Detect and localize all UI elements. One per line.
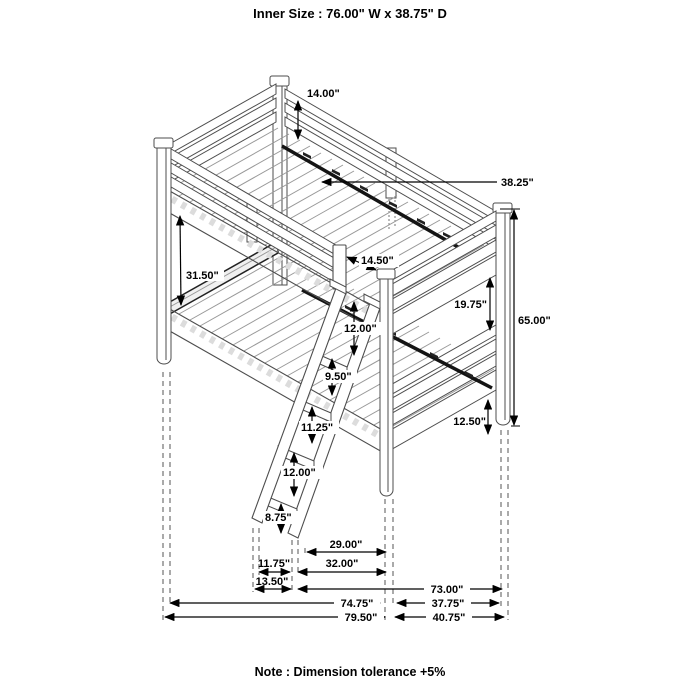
dim-label-rung-5: 8.75" — [265, 512, 292, 524]
dim-label-overall-height: 65.00" — [518, 315, 551, 327]
dim-label-top-inner-width: 38.25" — [501, 177, 534, 189]
top-bunk-headboard — [166, 84, 276, 184]
dim-label-rung-3: 11.25" — [301, 422, 334, 434]
hidden-edge-lines — [389, 196, 395, 231]
dim-label-ladder-feet-inner: 11.75" — [257, 558, 291, 570]
top-bunk-footboard — [380, 211, 496, 341]
dim-label-length-overall: 79.50" — [344, 612, 378, 624]
lower-bunk-footboard — [380, 325, 496, 456]
dim-label-foot-gap: 19.75" — [454, 299, 487, 311]
dim-label-width-overall: 40.75" — [432, 612, 466, 624]
diagram-note: Note : Dimension tolerance +5% — [254, 665, 446, 679]
dim-label-foot-bottom: 12.50" — [453, 416, 486, 428]
dim-label-ladder-to-far-post: 73.00" — [430, 584, 464, 596]
dim-label-ladder-feet-outer: 13.50" — [255, 576, 289, 588]
dim-label-ladder-to-post-outer: 32.00" — [325, 558, 359, 570]
top-bunk-back-guardrail — [285, 89, 497, 249]
ladder-front-rail — [252, 288, 346, 523]
dim-label-guardrail-height: 14.00" — [307, 88, 340, 100]
dim-label-width-inner: 37.75" — [431, 598, 465, 610]
dim-label-rung-1: 12.00" — [344, 323, 377, 335]
dim-label-rung-2: 9.50" — [325, 371, 352, 383]
dim-label-ladder-opening: 14.50" — [361, 255, 394, 267]
dim-label-bunk-clearance: 31.50" — [186, 270, 219, 282]
dim-label-length-inner: 74.75" — [340, 598, 374, 610]
post-head-front — [154, 138, 173, 364]
diagram-title: Inner Size : 76.00" W x 38.75" D — [253, 6, 447, 21]
dim-label-ladder-to-post: 29.00" — [329, 539, 363, 551]
dim-label-rung-4: 12.00" — [283, 467, 316, 479]
